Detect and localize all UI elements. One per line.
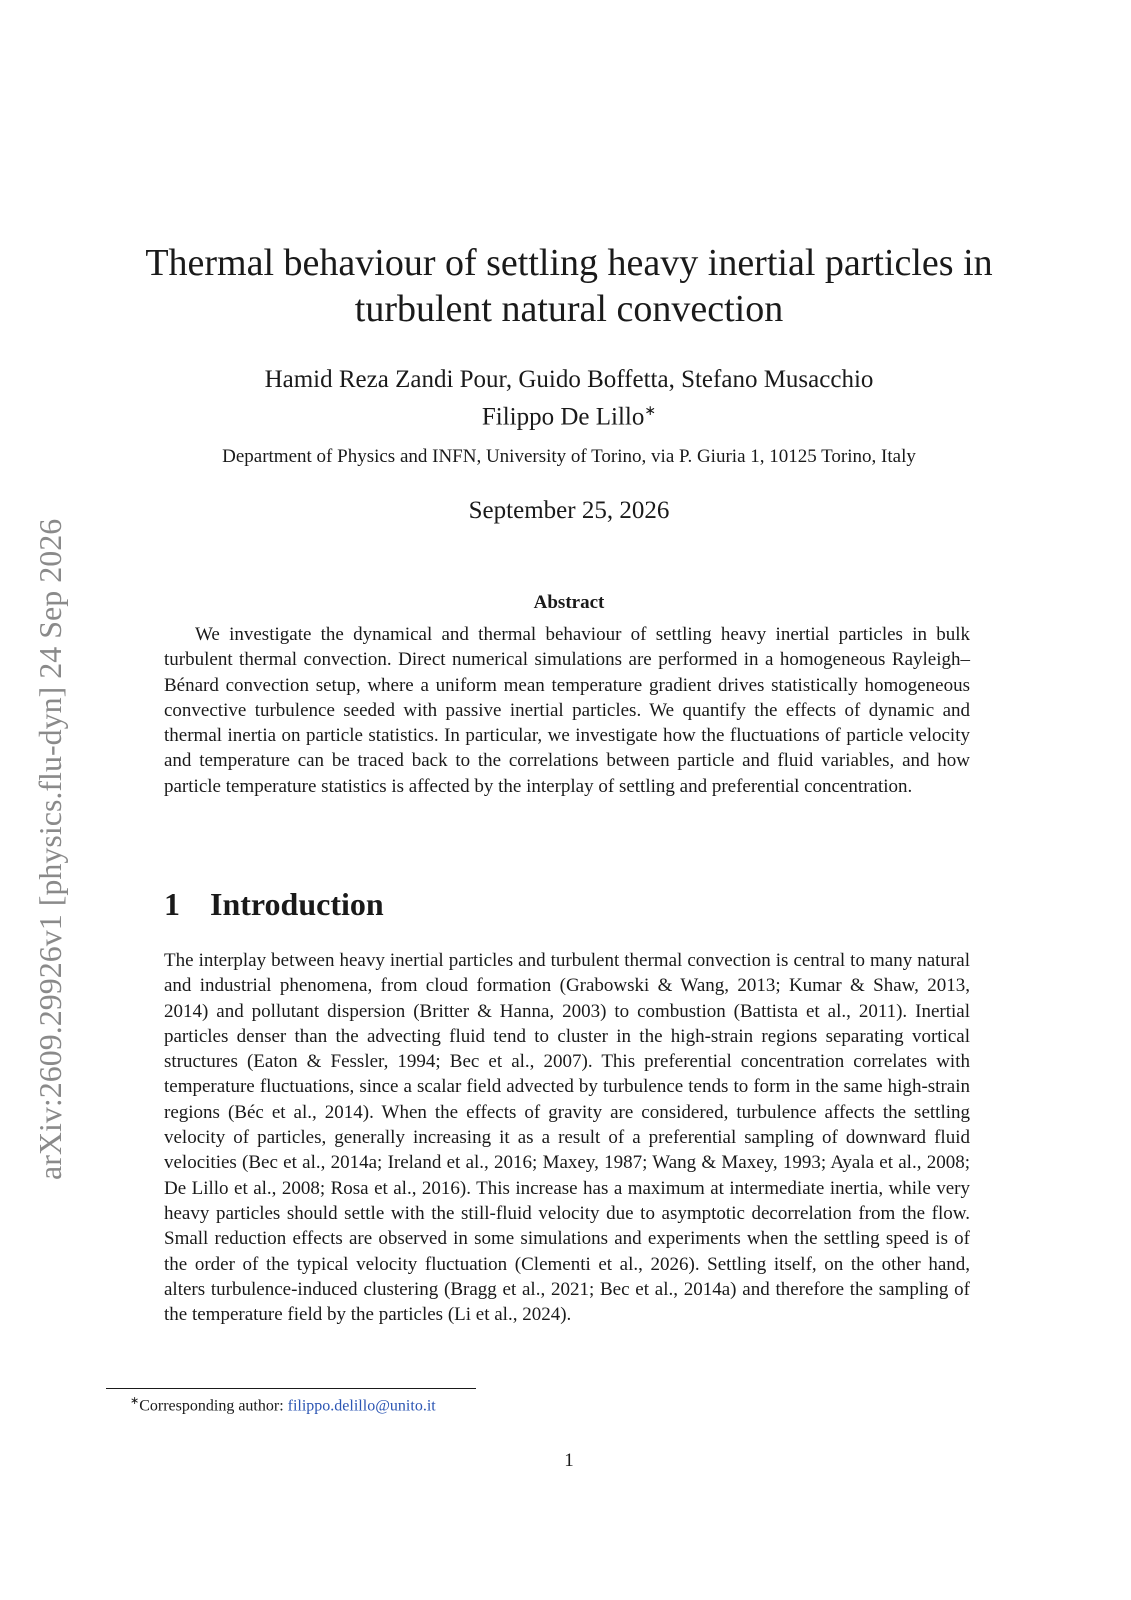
page-number: 1 [564,1450,574,1471]
introduction-paragraph: The interplay between heavy inertial particles and turbulent thermal convection is central to many natural and industrial phenomena, from cloud formation (Grabowski & Wang, 2013; Kumar & Shaw, 2013, 2014) and pollutant dispersion (Britter & Hanna, 2003) to combustion (Battista et al., 2011). Inertial particles denser than the advecting fluid tend to cluster in the high-strain regions separating vortical structures (Eaton & Fessler, 1994; Bec et al., 2007). This preferential concentration correlates with temperature fluctuations, since a scalar field advected by turbulence tends to form in the same high-strain regions (Béc et al., 2014). When the effects of gravity are considered, turbulence affects the settling velocity of particles, generally increasing it as a result of a preferential sampling of downward fluid velocities (Bec et al., 2014a; Ireland et al., 2016; Maxey, 1987; Wang & Maxey, 1993; Ayala et al., 2008; De Lillo et al., 2008; Rosa et al., 2016). This increase has a maximum at intermediate inertia, while very heavy particles should settle with the still-fluid velocity due to asymptotic decorrelation from the flow. Small reduction effects are observed in some simulations and experiments when the settling speed is of the order of the typical velocity fluctuation (Clementi et al., 2026). Settling itself, on the other hand, alters turbulence-induced clustering (Bragg et al., 2021; Bec et al., 2014a) and therefore the sampling of the temperature field by the particles (Li et al., 2024). [164,950,970,1326]
corresponding-author-mark: ∗ [644,404,657,419]
section-number: 1 [164,886,180,922]
paper-title [100,240,1038,332]
author-list [100,364,1038,433]
corresponding-email-link[interactable]: filippo.delillo@unito.it [287,1397,436,1415]
footnote [130,1394,436,1415]
footnote-label: Corresponding author: [139,1397,288,1415]
footnote-divider [106,1388,476,1389]
arxiv-identifier-stamp: arXiv:2609.29926v1 [physics.flu-dyn] 24 Sep 2026 [32,518,68,1180]
section-title: Introduction [210,886,384,922]
authors-line-2: Filippo De Lillo [481,403,645,431]
footnote-mark: ∗ [130,1395,140,1407]
title-line-1: Thermal behaviour of settling heavy inertial particles in [145,242,993,284]
authors-line-1: Hamid Reza Zandi Pour, Guido Boffetta, Stefano Musacchio [264,366,874,393]
paper-date: September 25, 2026 [468,497,670,524]
section-heading-introduction [164,886,384,923]
abstract-heading: Abstract [533,592,605,613]
abstract-text: We investigate the dynamical and thermal behaviour of settling heavy inertial particles in bulk turbulent thermal convection. Direct numerical simulations are performed in a homogeneous Rayleigh–Bénard convection setup, where a uniform mean temperature gradient drives statistically homogeneous convective turbulence seeded with passive inertial particles. We quantify the effects of dynamic and thermal inertia on particle statistics. In particular, we investigate how the fluctuations of particle velocity and temperature can be traced back to the correlations between particle and fluid variables, and how particle temperature statistics is affected by the interplay of settling and preferential concentration. [164,624,970,797]
affiliation: Department of Physics and INFN, University of Torino, via P. Giuria 1, 10125 Torino, Italy [222,446,916,467]
title-line-2: turbulent natural convection [354,288,784,330]
